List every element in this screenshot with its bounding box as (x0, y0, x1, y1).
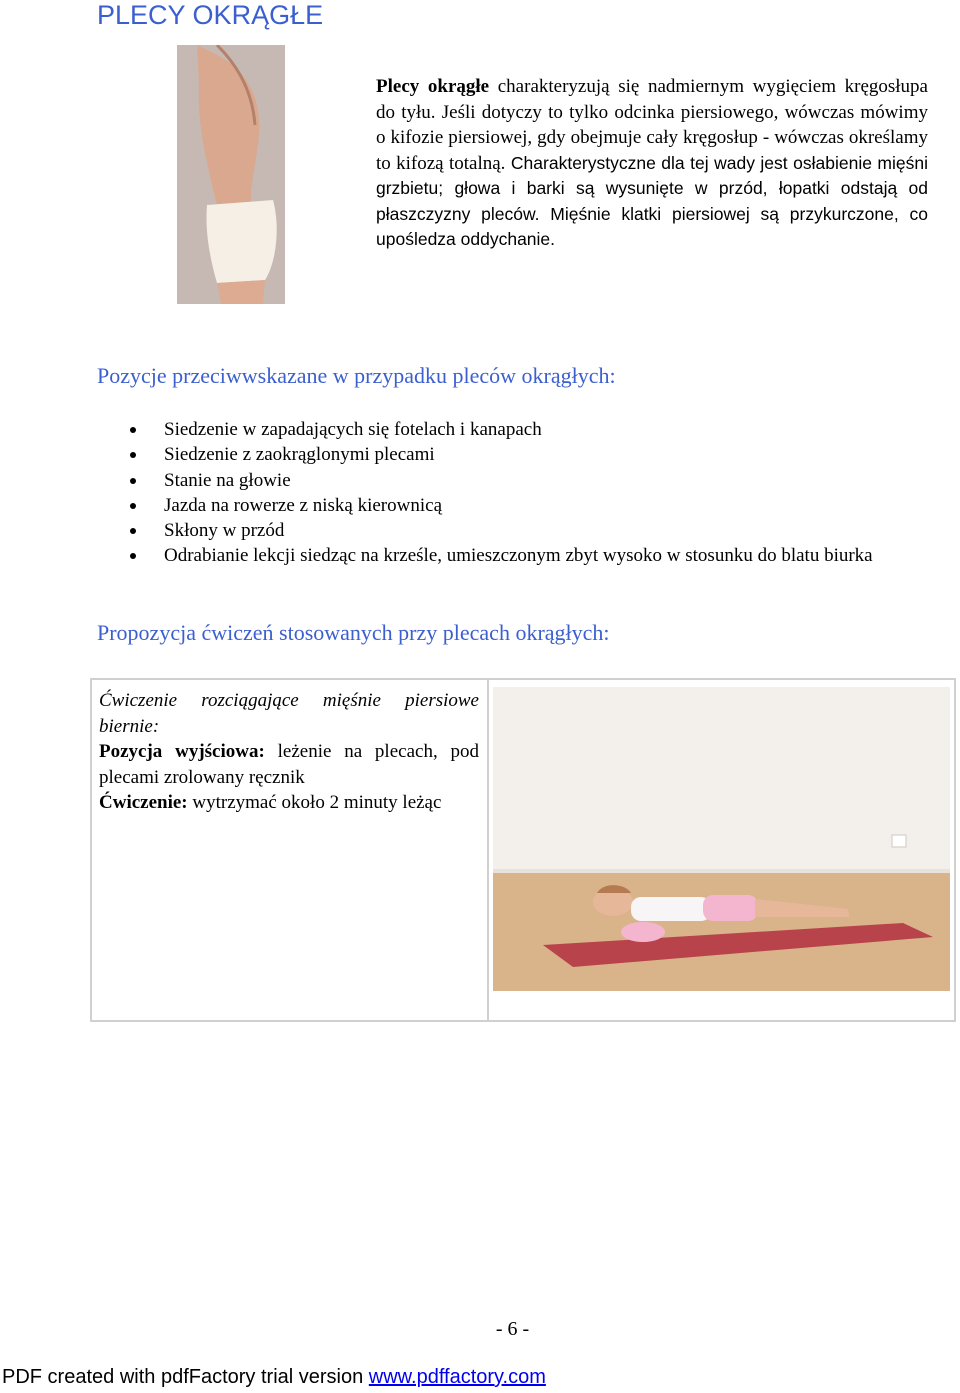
intro-paragraph (376, 74, 928, 253)
intro-text-part2: Charakterystyczne dla tej wady jest osłabienie mięśni grzbietu; głowa i barki są wysunięte w przód, łopatki odstają od płaszczyzny pleców. Mięśnie klatki piersiowej są przykurczone, co upośledza oddychanie. (376, 152, 928, 249)
list-item (128, 468, 933, 493)
list-item-text: Odrabianie lekcji siedząc na krześle, umieszczonym zbyt wysoko w stosunku do blatu biurka (164, 545, 873, 567)
bullet-icon (130, 478, 136, 484)
list-item (128, 518, 933, 543)
footer (2, 1366, 546, 1389)
exercise-text: wytrzymać około 2 minuty leżąc (187, 792, 442, 813)
footer-text: PDF created with pdfFactory trial version (2, 1366, 369, 1388)
bullet-icon (130, 503, 136, 509)
bullet-icon (130, 452, 136, 458)
start-position-label: Pozycja wyjściowa: (99, 741, 265, 762)
intro-lead: Plecy okrągłe (376, 76, 490, 97)
exercise-photo (493, 687, 950, 991)
list-item-text: Skłony w przód (164, 520, 285, 542)
contraindicated-list (128, 417, 933, 569)
list-item-text: Jazda na rowerze z niską kierownicą (164, 494, 442, 516)
exercise-table (90, 678, 956, 1022)
posture-photo-illustration (177, 45, 285, 304)
bullet-icon (130, 528, 136, 534)
contraindicated-heading: Pozycje przeciwwskazane w przypadku pleców okrągłych: (97, 363, 616, 388)
list-item (128, 493, 933, 518)
exercise-name: Ćwiczenie rozciągające mięśnie piersiowe biernie: (99, 690, 479, 737)
list-item-text: Stanie na głowie (164, 469, 291, 491)
exercise-description (99, 688, 479, 816)
page-title: PLECY OKRĄGŁE (97, 0, 324, 30)
page-number: - 6 - (495, 1318, 530, 1340)
list-item-text: Siedzenie w zapadających się fotelach i kanapach (164, 419, 542, 440)
list-item-text: Siedzenie z zaokrąglonymi plecami (164, 444, 435, 466)
table-divider (487, 680, 489, 1020)
exercise-label: Ćwiczenie: (99, 792, 188, 813)
list-item (128, 543, 933, 568)
bullet-icon (130, 427, 136, 433)
exercises-heading: Propozycja ćwiczeń stosowanych przy plecach okrągłych: (97, 620, 610, 645)
footer-link[interactable]: www.pdffactory.com (368, 1366, 546, 1388)
list-item (128, 442, 933, 467)
posture-photo (177, 45, 285, 304)
exercise-photo-illustration (493, 687, 950, 991)
list-item (128, 417, 933, 442)
start-position-text: leżenie na plecach, pod plecami zrolowany ręcznik (99, 741, 479, 788)
intro-text-part1: charakteryzują się nadmiernym wygięciem kręgosłupa do tyłu. Jeśli dotyczy to tylko odcinka piersiowego, wówczas mówimy o kifozie piersiowej, gdy obejmuje cały kręgosłup - wówczas określamy to kifozą totalną. (376, 76, 928, 174)
bullet-icon (130, 553, 136, 559)
